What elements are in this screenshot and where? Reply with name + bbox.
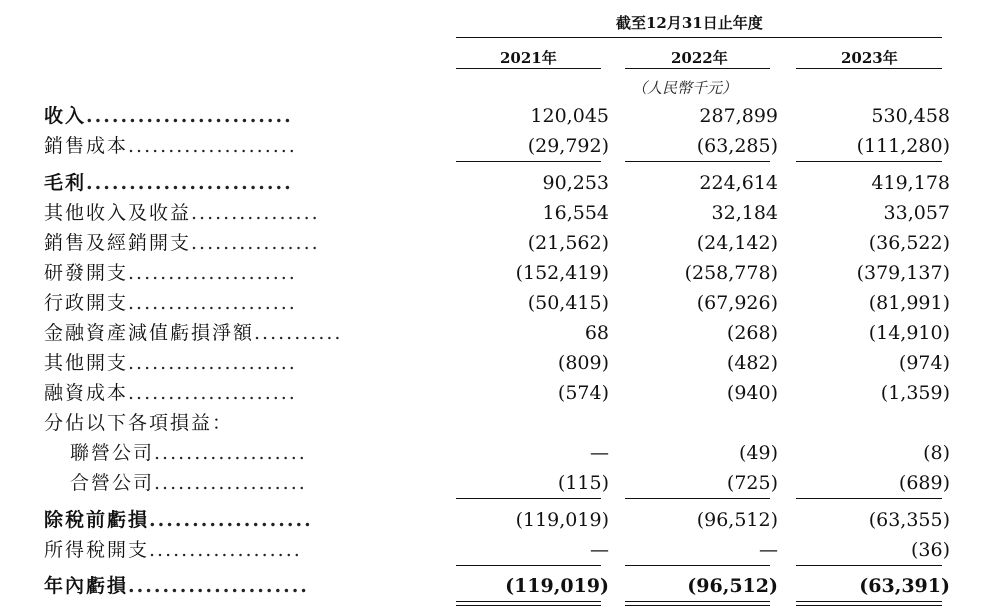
subtotal-rule-2023 [796,161,942,162]
value-2021: (119,019) [505,575,609,597]
value-2021: (29,792) [527,135,609,157]
value-2022: 32,184 [711,202,778,224]
value-2021: — [590,442,609,464]
subtotal-rule-2022 [625,498,770,499]
year-2022-header: 2022年 [671,49,728,67]
row-label-gross-profit: 毛利........................ [44,172,293,194]
total-double-rule-2023 [796,605,942,606]
value-2022: (940) [726,382,778,404]
year-2021-header: 2021年 [500,49,557,67]
header-rule [456,37,942,38]
value-2023: (1,359) [880,382,950,404]
value-2023: 419,178 [871,172,950,194]
value-2022: (725) [726,472,778,494]
value-2023: 33,057 [883,202,950,224]
row-label-selling-expenses: 銷售及經銷開支................ [44,232,320,254]
value-2022: (96,512) [687,575,778,597]
subtotal-rule-2022 [625,565,770,566]
value-2021: 68 [584,322,609,344]
year-2021-rule [456,68,601,69]
value-2023: (14,910) [868,322,950,344]
value-2022: (49) [738,442,778,464]
value-2022: (482) [726,352,778,374]
value-2021: — [590,539,609,561]
subtotal-rule-2021 [456,565,601,566]
row-label-other-expenses: 其他開支..................... [44,352,297,374]
row-label-finance-costs: 融資成本..................... [44,382,297,404]
value-2022: (24,142) [696,232,778,254]
value-2022: (268) [726,322,778,344]
value-2021: (115) [557,472,609,494]
row-label-other-income: 其他收入及收益................ [44,202,320,224]
value-2021: (21,562) [527,232,609,254]
total-double-rule-2022 [625,605,770,606]
value-2022: 287,899 [699,105,778,127]
value-2022: (258,778) [684,262,778,284]
total-double-rule-2022 [625,601,770,602]
value-2022: (67,926) [696,292,778,314]
value-2021: (809) [557,352,609,374]
value-2023: (689) [898,472,950,494]
value-2023: (63,391) [859,575,950,597]
value-2023: (36,522) [868,232,950,254]
row-label-joint-ventures: 合營公司................... [70,472,307,494]
value-2023: (63,355) [868,509,950,531]
unit-label: （人民幣千元） [632,79,738,97]
total-double-rule-2023 [796,601,942,602]
row-label-loss-before-tax: 除稅前虧損................... [44,509,313,531]
value-2023: (8) [923,442,950,464]
value-2021: (50,415) [527,292,609,314]
row-label-associates: 聯營公司................... [70,442,307,464]
row-label-income-tax: 所得稅開支................... [44,539,302,561]
value-2021: 120,045 [530,105,609,127]
subtotal-rule-2023 [796,498,942,499]
total-double-rule-2021 [456,601,601,602]
total-double-rule-2021 [456,605,601,606]
value-2023: (36) [910,539,950,561]
value-2022: 224,614 [699,172,778,194]
subtotal-rule-2021 [456,498,601,499]
value-2023: (111,280) [856,135,950,157]
row-label-impairment-losses: 金融資產減值虧損淨額........... [44,322,343,344]
subtotal-rule-2023 [796,565,942,566]
value-2021: (119,019) [515,509,609,531]
year-2023-rule [796,68,942,69]
period-title: 截至12月31日止年度 [616,14,763,32]
value-2023: (81,991) [868,292,950,314]
value-2021: 16,554 [542,202,609,224]
year-2023-header: 2023年 [841,49,898,67]
subtotal-rule-2021 [456,161,601,162]
value-2022: (96,512) [696,509,778,531]
subtotal-rule-2022 [625,161,770,162]
row-label-share-of-profit-loss: 分佔以下各項損益： [44,412,234,434]
row-label-admin-expenses: 行政開支..................... [44,292,297,314]
row-label-rd-expenses: 研發開支..................... [44,262,297,284]
value-2021: 90,253 [542,172,609,194]
value-2022: — [759,539,778,561]
year-2022-rule [625,68,770,69]
value-2022: (63,285) [696,135,778,157]
value-2023: (379,137) [856,262,950,284]
value-2021: (574) [557,382,609,404]
row-label-revenue: 收入........................ [44,105,293,127]
value-2021: (152,419) [515,262,609,284]
row-label-cost-of-sales: 銷售成本..................... [44,135,297,157]
value-2023: 530,458 [871,105,950,127]
value-2023: (974) [898,352,950,374]
row-label-loss-for-year: 年內虧損..................... [44,575,309,597]
